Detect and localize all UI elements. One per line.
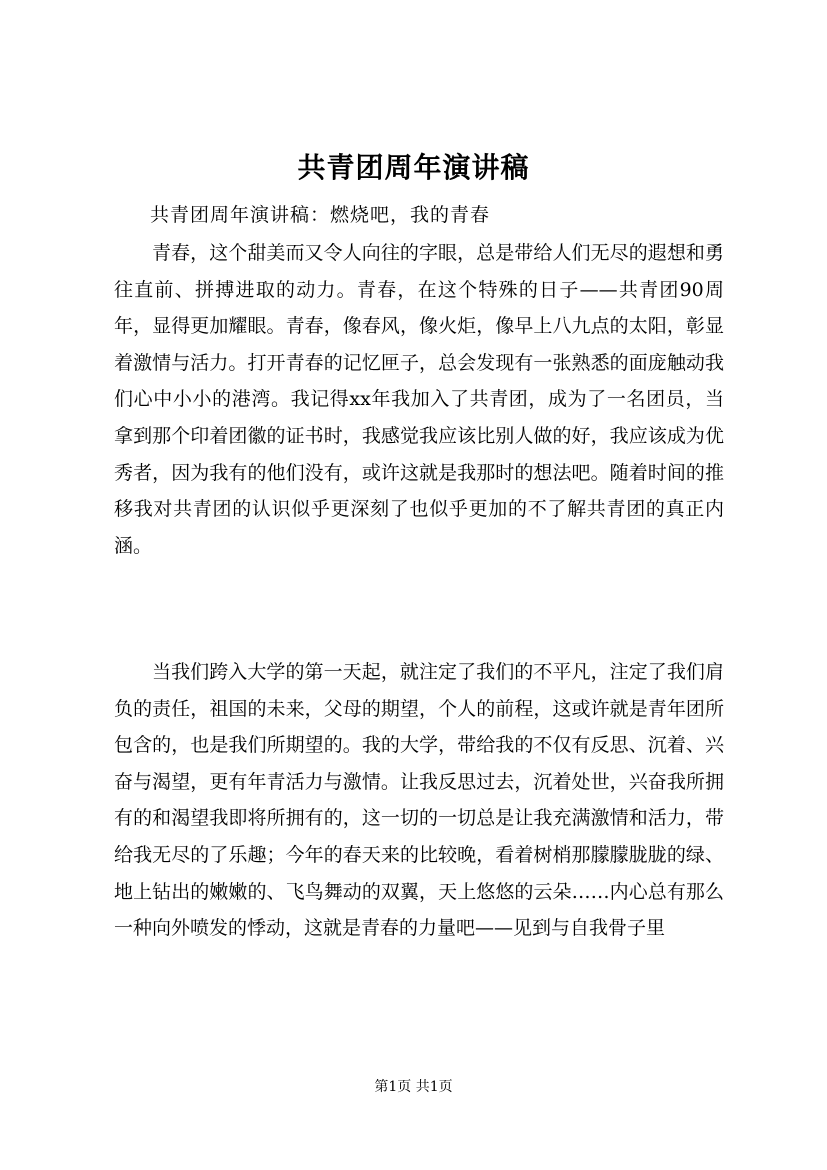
document-subtitle: 共青团周年演讲稿：燃烧吧，我的青春 — [150, 204, 491, 226]
body-paragraph-1: 青春，这个甜美而又令人向往的字眼，总是带给人们无尽的遐想和勇往直前、拼搏进取的动力。青春，在这个特殊的日子——共青团90周年，显得更加耀眼。青春，像春风，像火炬，像早上八九点的太阳，彰显着激情与活力。打开青春的记忆匣子，总会发现有一张熟悉的面庞触动我们心中小小的港湾。我记得xx年我加入了共青团，成为了一名团员，当拿到那个印着团徽的证书时，我感觉我应该比别人做的好，我应该成为优秀者，因为我有的他们没有，或许这就是我那时的想法吧。随着时间的推移我对共青团的认识似乎更深刻了也似乎更加的不了解共青团的真正内涵。 — [114, 242, 724, 557]
document-title: 共青团周年演讲稿 — [297, 151, 530, 184]
page-number-footer: 第1页 共1页 — [374, 1079, 453, 1095]
body-paragraph-2: 当我们跨入大学的第一天起，就注定了我们的不平凡，注定了我们肩负的责任，祖国的未来，父母的期望，个人的前程，这或许就是青年团所包含的，也是我们所期望的。我的大学，带给我的不仅有反思、沉着、兴奋与渴望，更有年青活力与激情。让我反思过去，沉着处世，兴奋我所拥有的和渴望我即将所拥有的，这一切的一切总是让我充满激情和活力，带给我无尽的了乐趣；今年的春天来的比较晚，看着树梢那朦朦胧胧的绿、地上钻出的嫩嫩的、飞鸟舞动的双翼，天上悠悠的云朵……内心总有那么一种向外喷发的悸动，这就是青春的力量吧——见到与自我骨子里 — [114, 661, 724, 940]
